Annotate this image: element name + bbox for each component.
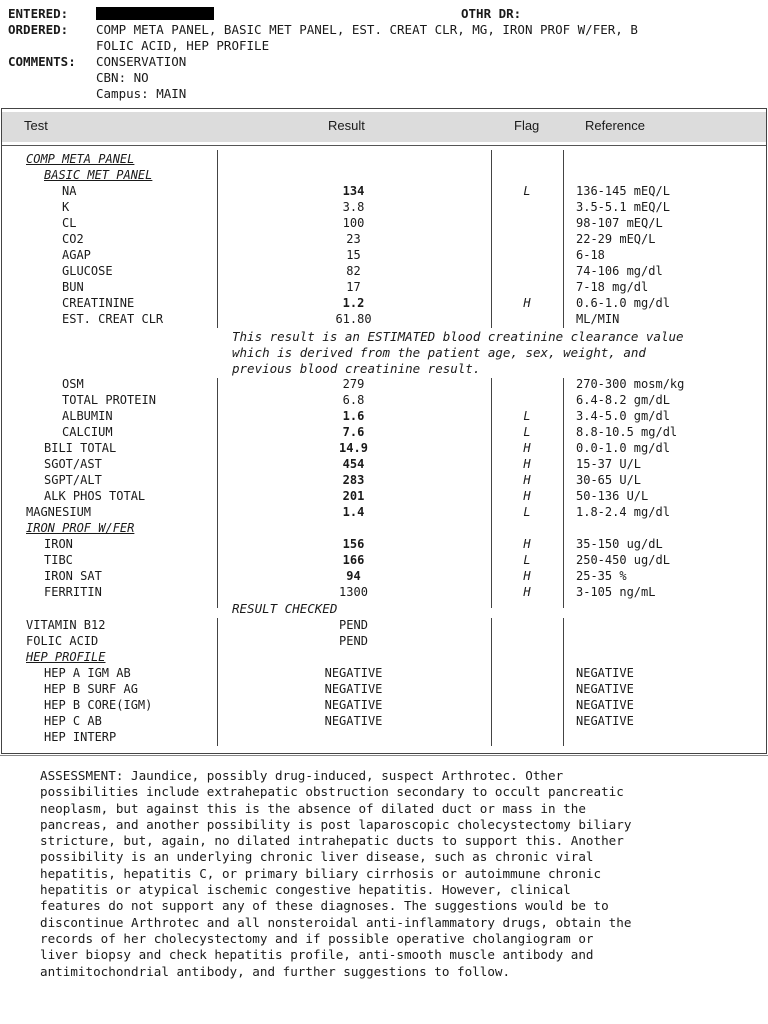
result-flag: L (523, 425, 531, 439)
test-name: IRON SAT (44, 569, 102, 583)
table-row-comp-meta-panel (0, 151, 768, 167)
reference-range: NEGATIVE (576, 714, 634, 728)
result-flag: H (523, 441, 531, 455)
reference-range: NEGATIVE (576, 666, 634, 680)
table-row-sgpt-alt (0, 472, 768, 488)
table-row-bun (0, 279, 768, 295)
test-result: 201 (342, 489, 365, 503)
assessment-line: liver biopsy and check hepatitis profile, anti-smooth muscle antibody and (40, 947, 594, 963)
test-name: FOLIC ACID (26, 634, 99, 648)
test-name: SGOT/AST (44, 457, 102, 471)
table-row-folic-acid (0, 633, 768, 649)
table-row-hep-a-igm-ab (0, 665, 768, 681)
creat-clr-note-line-1: This result is an ESTIMATED blood creatinine clearance value (232, 329, 684, 344)
redaction-bar (96, 7, 214, 20)
result-checked-note: RESULT CHECKED (232, 601, 338, 616)
test-result: 279 (342, 377, 365, 391)
test-result: PEND (339, 618, 368, 632)
test-name: TIBC (44, 553, 73, 567)
test-result: 156 (342, 537, 365, 551)
test-result: 14.9 (339, 441, 368, 455)
table-row-iron-prof-w-fer (0, 520, 768, 536)
othr-dr-label: OTHR DR: (461, 6, 522, 21)
test-name: FERRITIN (44, 585, 102, 599)
table-bottom-edge (0, 755, 768, 756)
result-flag: L (523, 409, 531, 423)
col-header-test: Test (24, 118, 48, 133)
col-header-result: Result (328, 118, 365, 133)
table-row-magnesium (0, 504, 768, 520)
assessment-line: pancreas, and another possibility is post laparoscopic cholecystectomy biliary (40, 816, 632, 832)
test-result: 166 (342, 553, 365, 567)
table-row-glucose (0, 263, 768, 279)
test-name: CREATININE (62, 296, 135, 310)
result-flag: H (523, 537, 531, 551)
reference-range: 15-37 U/L (576, 457, 642, 471)
table-row-k (0, 199, 768, 215)
test-name: CO2 (62, 232, 84, 246)
test-name: MAGNESIUM (26, 505, 92, 519)
reference-range: 25-35 % (576, 569, 627, 583)
reference-range: 6-18 (576, 248, 605, 262)
assessment-line: discontinue Arthrotec and all nonsteroidal anti-inflammatory drugs, obtain the (40, 914, 632, 930)
test-name: K (62, 200, 70, 214)
test-result: 100 (342, 216, 365, 230)
ordered-label: ORDERED: (8, 22, 69, 37)
table-row-ferritin (0, 584, 768, 600)
test-result: 454 (342, 457, 365, 471)
result-flag: H (523, 457, 531, 471)
comments-line-2: CBN: NO (96, 70, 149, 85)
assessment-line: ASSESSMENT: Jaundice, possibly drug-induced, suspect Arthrotec. Other (40, 768, 564, 783)
section-title: COMP META PANEL (26, 152, 135, 166)
reference-range: 50-136 U/L (576, 489, 649, 503)
table-row-cl (0, 215, 768, 231)
table-row-alk-phos-total (0, 488, 768, 504)
test-result: 1300 (339, 585, 368, 599)
reference-range: 35-150 ug/dL (576, 537, 663, 551)
table-row-co2 (0, 231, 768, 247)
header-rule (2, 145, 766, 146)
test-name: VITAMIN B12 (26, 618, 106, 632)
entered-label: ENTERED: (8, 6, 69, 21)
creat-clr-note-line-3: previous blood creatinine result. (232, 361, 481, 376)
comments-label: COMMENTS: (8, 54, 76, 69)
test-name: EST. CREAT CLR (62, 312, 164, 326)
test-name: NA (62, 184, 77, 198)
reference-range: 98-107 mEQ/L (576, 216, 663, 230)
reference-range: 250-450 ug/dL (576, 553, 670, 567)
ordered-line-1: COMP META PANEL, BASIC MET PANEL, EST. CREAT CLR, MG, IRON PROF W/FER, B (96, 22, 638, 37)
table-row-hep-interp (0, 729, 768, 745)
section-title: HEP PROFILE (26, 650, 106, 664)
reference-range: NEGATIVE (576, 698, 634, 712)
test-name: HEP B SURF AG (44, 682, 138, 696)
table-row-total-protein (0, 392, 768, 408)
test-name: SGPT/ALT (44, 473, 102, 487)
table-row-est-creat-clr (0, 311, 768, 327)
reference-range: 74-106 mg/dl (576, 264, 663, 278)
test-result: 6.8 (342, 393, 365, 407)
table-row-osm (0, 376, 768, 392)
test-name: TOTAL PROTEIN (62, 393, 156, 407)
test-result: 3.8 (342, 200, 365, 214)
test-name: AGAP (62, 248, 91, 262)
test-name: HEP INTERP (44, 730, 117, 744)
table-row-iron (0, 536, 768, 552)
test-name: ALK PHOS TOTAL (44, 489, 146, 503)
col-header-reference: Reference (585, 118, 645, 133)
section-title: BASIC MET PANEL (44, 168, 153, 182)
table-row-sgot-ast (0, 456, 768, 472)
test-result: 23 (346, 232, 361, 246)
test-name: HEP B CORE(IGM) (44, 698, 153, 712)
ordered-line-2: FOLIC ACID, HEP PROFILE (96, 38, 270, 53)
test-result: NEGATIVE (324, 714, 383, 728)
result-flag: H (523, 585, 531, 599)
result-flag: H (523, 296, 531, 310)
test-name: IRON (44, 537, 73, 551)
table-row-hep-c-ab (0, 713, 768, 729)
test-result: 17 (346, 280, 361, 294)
table-row-creatinine (0, 295, 768, 311)
table-row-agap (0, 247, 768, 263)
reference-range: 0.6-1.0 mg/dl (576, 296, 670, 310)
table-row-albumin (0, 408, 768, 424)
test-result: 61.80 (335, 312, 372, 326)
test-name: OSM (62, 377, 84, 391)
reference-range: 0.0-1.0 mg/dl (576, 441, 670, 455)
table-row-iron-sat (0, 568, 768, 584)
test-name: GLUCOSE (62, 264, 113, 278)
reference-range: 22-29 mEQ/L (576, 232, 656, 246)
test-name: HEP C AB (44, 714, 102, 728)
reference-range: 30-65 U/L (576, 473, 642, 487)
test-name: HEP A IGM AB (44, 666, 131, 680)
table-row-hep-b-surf-ag (0, 681, 768, 697)
reference-range: 1.8-2.4 mg/dl (576, 505, 670, 519)
result-flag: L (523, 553, 531, 567)
assessment-line: hepatitis or atypical ischemic congestive hepatitis. However, clinical (40, 882, 571, 898)
table-row-na (0, 183, 768, 199)
result-flag: H (523, 569, 531, 583)
test-result: 82 (346, 264, 361, 278)
section-title: IRON PROF W/FER (26, 521, 135, 535)
table-row-hep-b-core-igm (0, 697, 768, 713)
assessment-line: hepatitis, hepatitis C, or primary biliary cirrhosis or autoimmune chronic (40, 865, 602, 881)
reference-range: 136-145 mEQ/L (576, 184, 670, 198)
reference-range: 270-300 mosm/kg (576, 377, 685, 391)
test-result: 283 (342, 473, 365, 487)
assessment-line: possibility is an underlying chronic liver disease, such as chronic viral (40, 849, 594, 865)
test-result: 94 (346, 569, 361, 583)
assessment-line: records of her cholecystectomy and if possible operative cholangiogram or (40, 930, 594, 946)
test-name: CALCIUM (62, 425, 113, 439)
reference-range: ML/MIN (576, 312, 620, 326)
table-row-basic-met-panel (0, 167, 768, 183)
table-row-bili-total (0, 440, 768, 456)
creat-clr-note-line-2: which is derived from the patient age, sex, weight, and (232, 345, 646, 360)
test-result: 15 (346, 248, 361, 262)
table-row-calcium (0, 424, 768, 440)
test-result: NEGATIVE (324, 666, 383, 680)
test-name: CL (62, 216, 77, 230)
result-flag: H (523, 489, 531, 503)
reference-range: 7-18 mg/dl (576, 280, 649, 294)
reference-range: NEGATIVE (576, 682, 634, 696)
assessment-line: possibilities include extrahepatic obstruction secondary to occult pancreatic (40, 784, 624, 800)
reference-range: 3.4-5.0 gm/dl (576, 409, 670, 423)
assessment-text (40, 768, 760, 980)
test-name: BUN (62, 280, 84, 294)
test-result: 134 (342, 184, 365, 198)
result-flag: L (523, 184, 531, 198)
reference-range: 3-105 ng/mL (576, 585, 656, 599)
reference-range: 8.8-10.5 mg/dl (576, 425, 678, 439)
test-name: ALBUMIN (62, 409, 113, 423)
test-result: 1.2 (342, 296, 365, 310)
col-header-flag: Flag (514, 118, 540, 133)
table-row-tibc (0, 552, 768, 568)
comments-line-1: CONSERVATION (96, 54, 187, 69)
result-flag: L (523, 505, 531, 519)
result-flag: H (523, 473, 531, 487)
test-result: NEGATIVE (324, 698, 383, 712)
table-row-vitamin-b12 (0, 617, 768, 633)
assessment-line: antimitochondrial antibody, and further suggestions to follow. (40, 963, 511, 979)
assessment-line: features do not support any of these diagnoses. The suggestions would be to (40, 898, 609, 914)
test-result: NEGATIVE (324, 682, 383, 696)
assessment-line: neoplasm, but against this is the absence of dilated duct or mass in the (40, 800, 586, 816)
test-result: 7.6 (342, 425, 365, 439)
test-result: 1.6 (342, 409, 365, 423)
reference-range: 3.5-5.1 mEQ/L (576, 200, 670, 214)
reference-range: 6.4-8.2 gm/dL (576, 393, 670, 407)
test-result: PEND (339, 634, 368, 648)
table-row-hep-profile (0, 649, 768, 665)
table-header-band (2, 112, 766, 142)
test-name: BILI TOTAL (44, 441, 117, 455)
comments-line-3: Campus: MAIN (96, 86, 187, 101)
test-result: 1.4 (342, 505, 365, 519)
assessment-line: stricture, but, again, no dilated intrahepatic ducts to support this. Another (40, 833, 624, 849)
